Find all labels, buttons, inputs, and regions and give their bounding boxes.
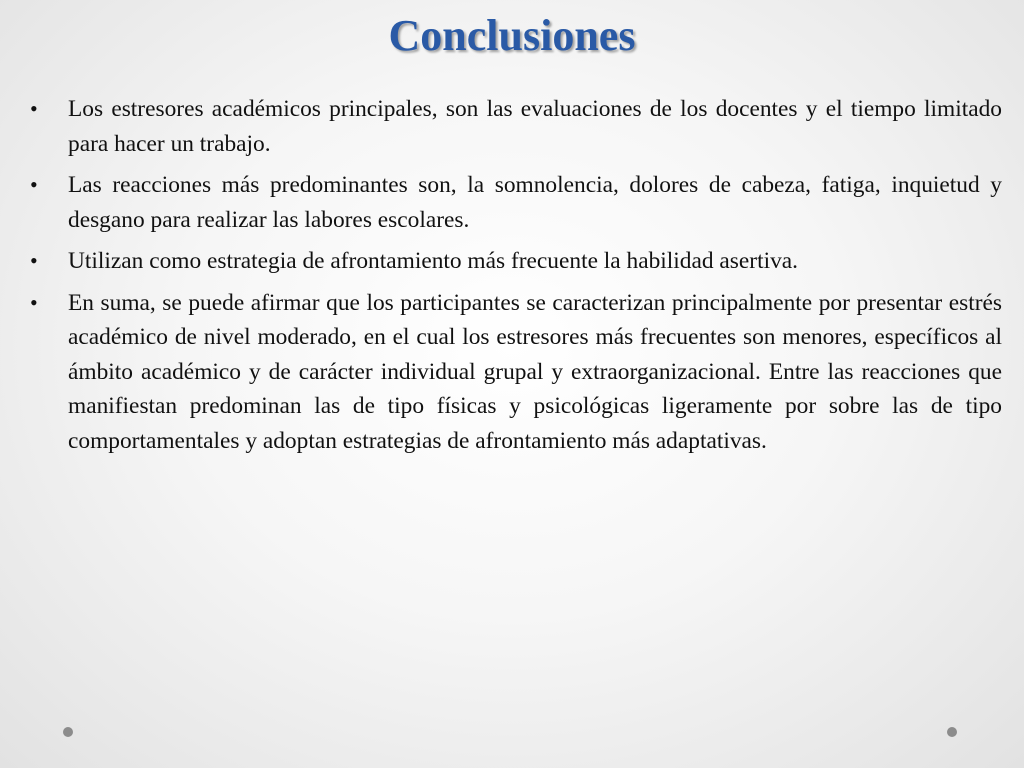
bullet-list — [30, 92, 1002, 465]
bullet-item — [30, 168, 1002, 237]
bullet-item — [30, 286, 1002, 459]
bullet-item — [30, 244, 1002, 279]
bullet-text: Las reacciones más predominantes son, la somnolencia, dolores de cabeza, fatiga, inquietud y desgano para realizar las labores escolares. — [68, 172, 1002, 233]
bullet-icon: • — [30, 96, 38, 121]
bullet-icon: • — [30, 172, 38, 197]
bullet-text: Utilizan como estrategia de afrontamiento más frecuente la habilidad asertiva. — [68, 248, 798, 274]
bullet-icon: • — [30, 248, 38, 273]
slide-title: Conclusiones — [388, 11, 636, 60]
bullet-text: Los estresores académicos principales, son las evaluaciones de los docentes y el tiempo limitado para hacer un trabajo. — [68, 96, 1002, 157]
bullet-text: En suma, se puede afirmar que los participantes se caracterizan principalmente por presentar estrés académico de nivel moderado, en el cual los estresores más frecuentes son menores, específicos al ámbito académico y de carácter individual grupal y extraorganizacional. Entre las reacciones que manifiestan predominan las de tipo físicas y psicológicas ligeramente por sobre las de tipo comportamentales y adoptan estrategias de afrontamiento más adaptativas. — [68, 289, 1002, 454]
decorative-dot-right-icon — [947, 727, 957, 737]
bullet-icon: • — [30, 289, 38, 315]
bullet-item — [30, 92, 1002, 161]
decorative-dot-left-icon — [63, 727, 73, 737]
